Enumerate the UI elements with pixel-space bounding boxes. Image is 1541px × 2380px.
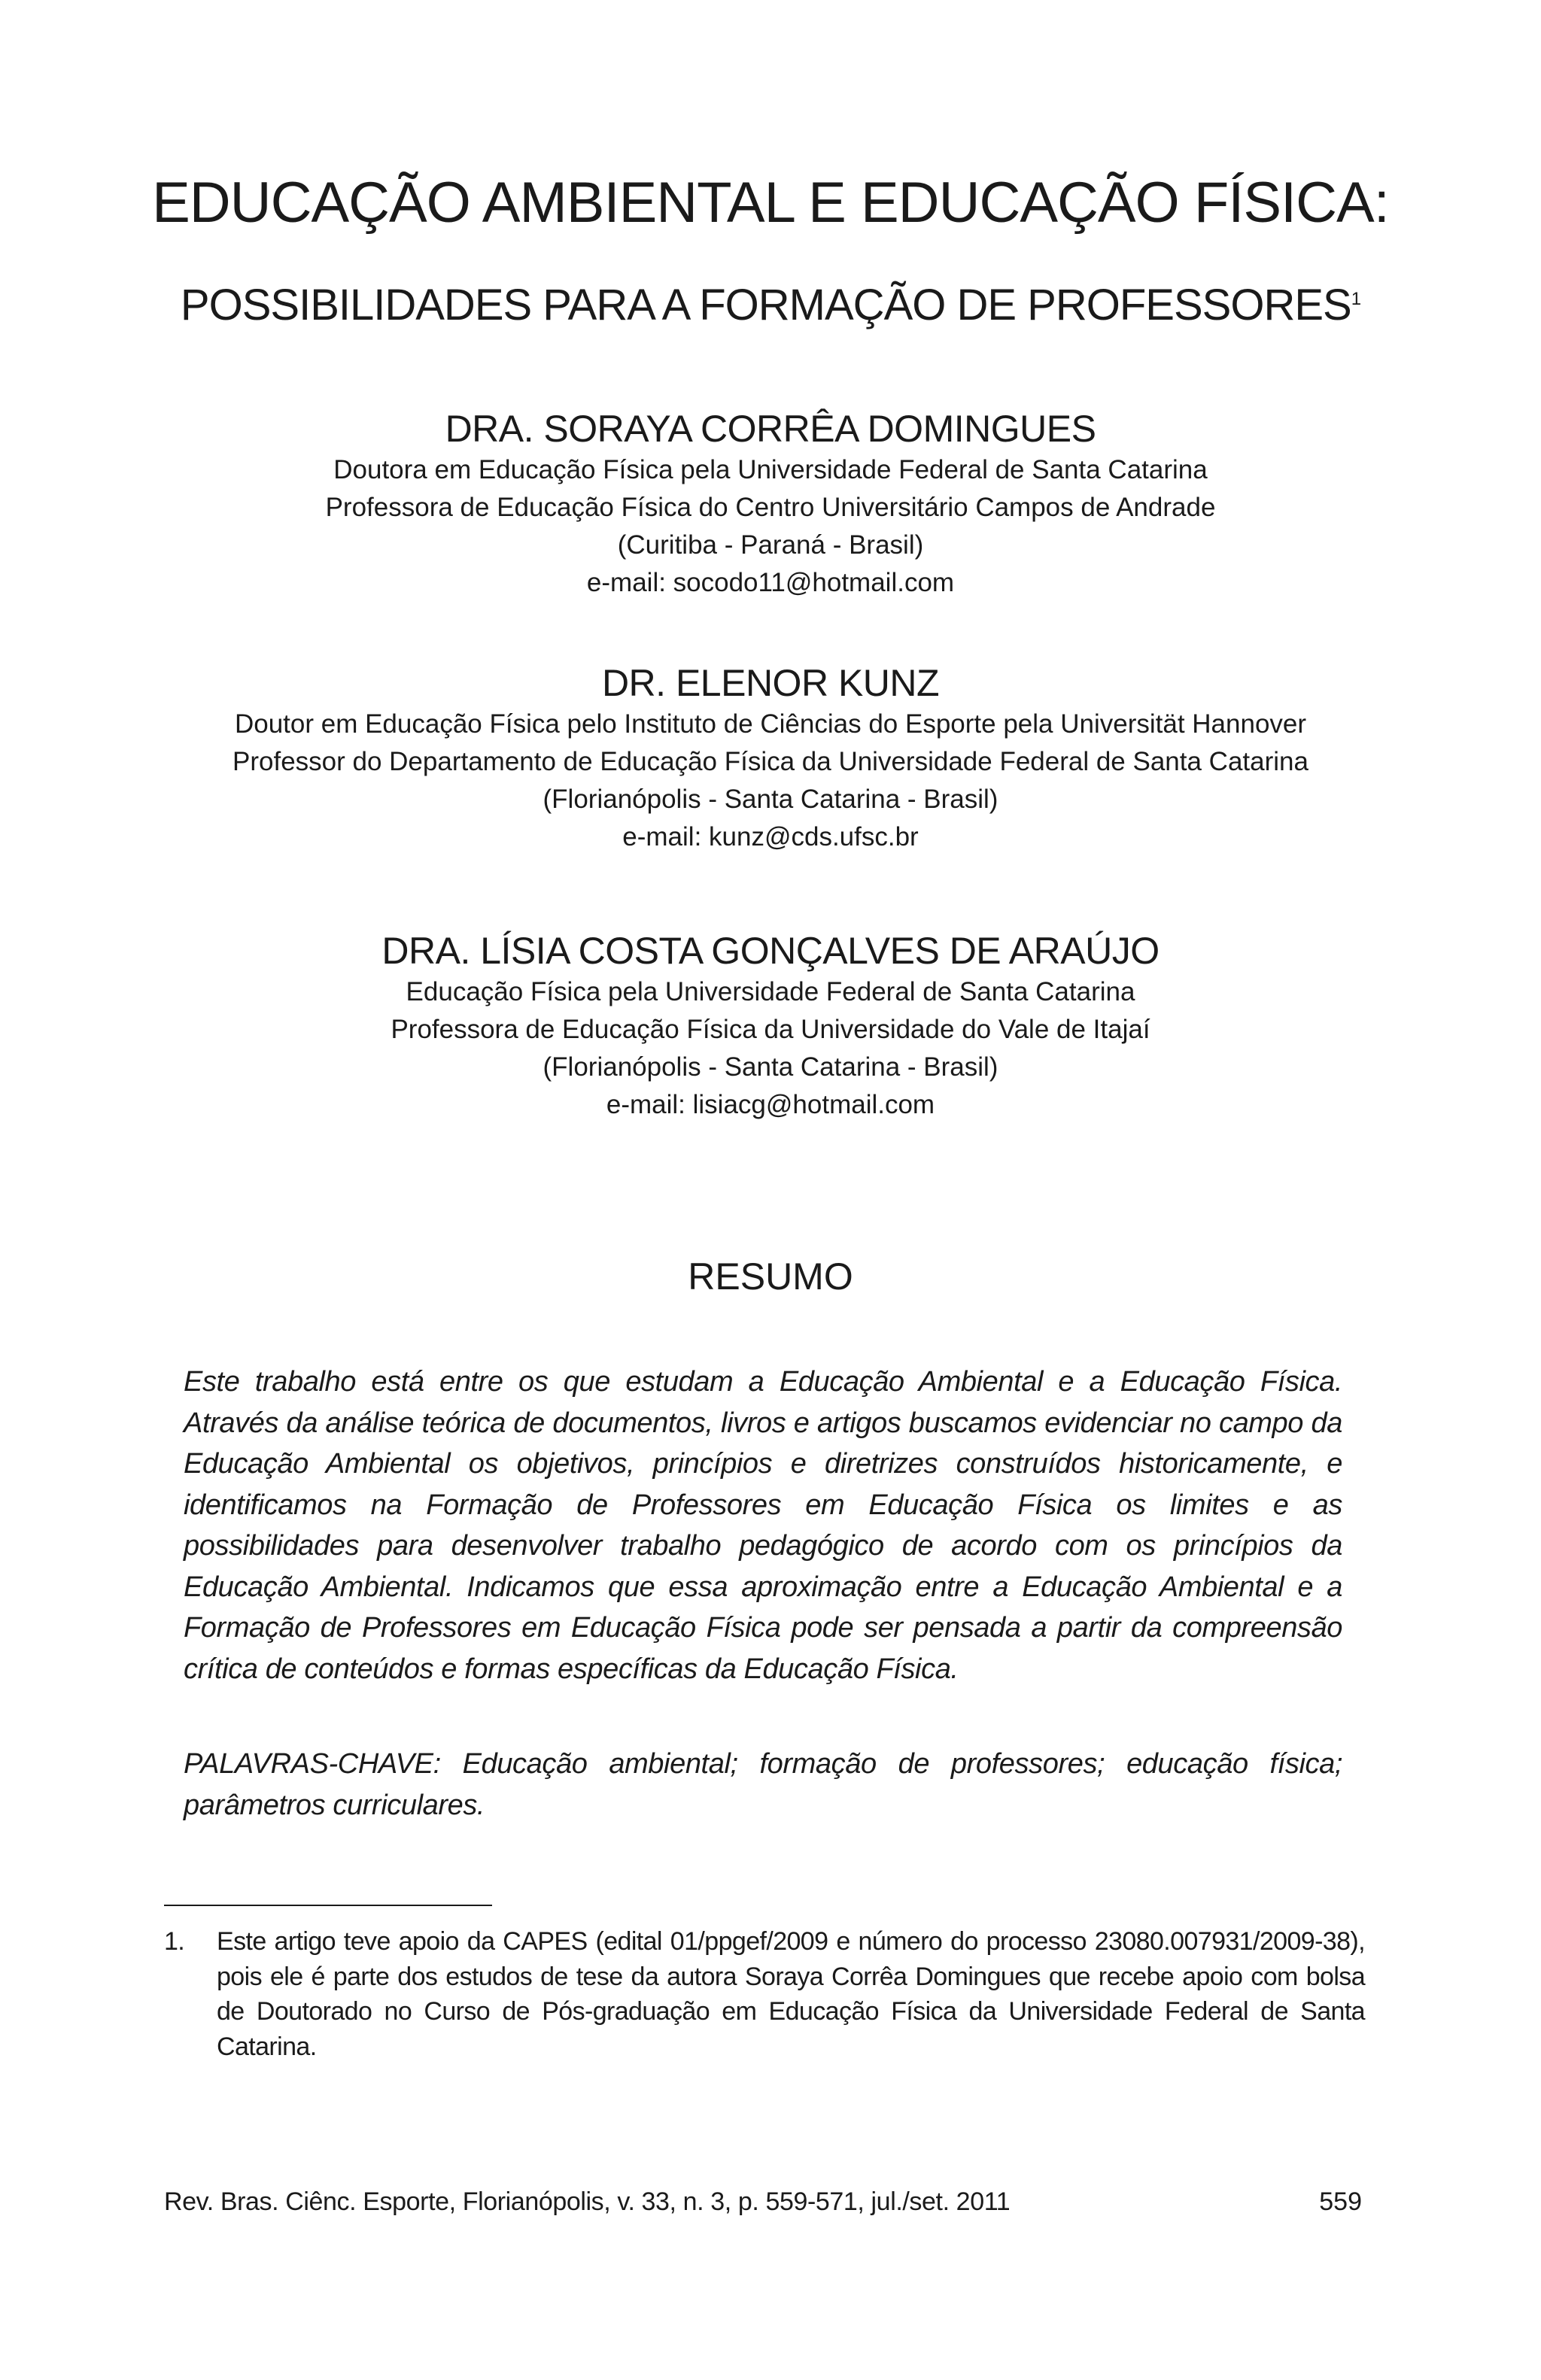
journal-reference: Rev. Bras. Ciênc. Esporte, Florianópolis, v. 33, n. 3, p. 559-571, jul./set. 2011: [164, 2187, 1011, 2216]
author-email[interactable]: e-mail: socodo11@hotmail.com: [586, 568, 955, 597]
author-name: DRA. SORAYA CORRÊA DOMINGUES: [445, 408, 1096, 450]
subtitle-text: POSSIBILIDADES PARA A FORMAÇÃO DE PROFESSORES: [180, 281, 1351, 329]
footnote-mark[interactable]: 1: [1351, 289, 1361, 309]
author-affiliation: Doutor em Educação Física pelo Instituto de Ciências do Esporte pela Universität Hannover: [234, 709, 1307, 739]
author-name: DRA. LÍSIA COSTA GONÇALVES DE ARAÚJO: [381, 930, 1160, 972]
author-location: (Curitiba - Paraná - Brasil): [617, 530, 924, 560]
article-subtitle: [0, 280, 1541, 330]
author-affiliation: Educação Física pela Universidade Federal de Santa Catarina: [406, 977, 1135, 1006]
footnote-number: 1.: [164, 1927, 185, 1956]
author-email[interactable]: e-mail: lisiacg@hotmail.com: [606, 1090, 935, 1119]
footnote: [164, 1924, 1365, 2064]
article-title: EDUCAÇÃO AMBIENTAL E EDUCAÇÃO FÍSICA:: [152, 171, 1389, 235]
page-number: 559: [1319, 2187, 1362, 2216]
author-location: (Florianópolis - Santa Catarina - Brasil): [543, 1052, 998, 1082]
author-block-2: [0, 660, 1541, 856]
keywords: PALAVRAS-CHAVE: Educação ambiental; formação de professores; educação física; parâmetros curriculares.: [184, 1748, 1342, 1821]
author-affiliation: Professora de Educação Física do Centro Universitário Campos de Andrade: [325, 493, 1216, 522]
author-block-3: [0, 928, 1541, 1124]
author-location: (Florianópolis - Santa Catarina - Brasil): [543, 785, 998, 814]
author-affiliation: Doutora em Educação Física pela Universidade Federal de Santa Catarina: [333, 455, 1208, 484]
author-block-1: [0, 406, 1541, 602]
author-email[interactable]: e-mail: kunz@cds.ufsc.br: [622, 822, 919, 852]
author-affiliation: Professor do Departamento de Educação Física da Universidade Federal de Santa Catarina: [233, 747, 1308, 776]
author-name: DR. ELENOR KUNZ: [601, 662, 940, 704]
footnote-text: Este artigo teve apoio da CAPES (edital 01/ppgef/2009 e número do processo 23080.007931/2009-38), pois ele é parte dos estudos de tese da autora Soraya Corrêa Domingues que recebe apoio com bolsa de Doutorado no Curso de Pós-graduação em Educação Física da Universidade Federal de Santa Catarina.: [217, 1927, 1365, 2061]
footnote-divider: [164, 1905, 492, 1906]
abstract-text: Este trabalho está entre os que estudam a Educação Ambiental e a Educação Física. Através da análise teórica de documentos, livros e artigos buscamos evidenciar no campo da Educação Ambiental os objetivos, princípios e diretrizes construídos historicamente, e identificamos na Formação de Professores em Educação Física os limites e as possibilidades para desenvolver trabalho pedagógico de acordo com os princípios da Educação Ambiental. Indicamos que essa aproximação entre a Educação Ambiental e a Formação de Professores em Educação Física pode ser pensada a partir da compreensão crítica de conteúdos e formas específicas da Educação Física.: [184, 1366, 1342, 1685]
author-affiliation: Professora de Educação Física da Universidade do Vale de Itajaí: [391, 1015, 1150, 1044]
abstract-heading: RESUMO: [688, 1255, 853, 1298]
